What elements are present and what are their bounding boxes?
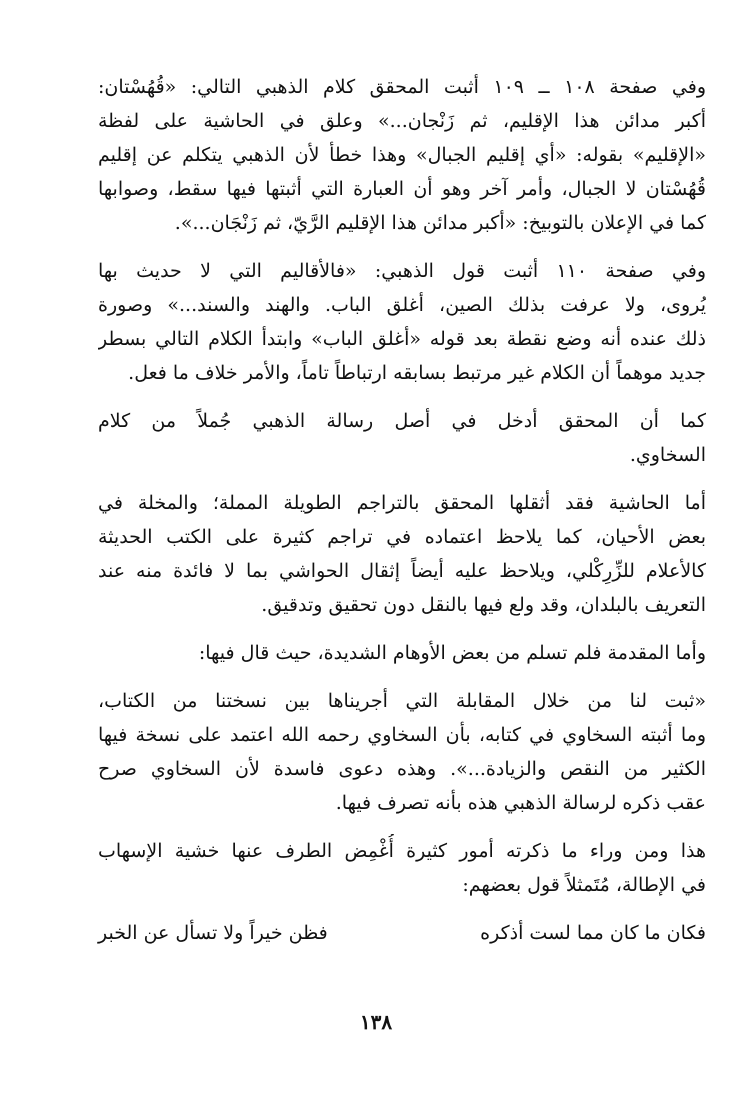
text-line: الكثير من النقص والزيادة...». وهذه دعوى فاسدة لأن السخاوي صرح: [98, 758, 706, 780]
text-line: عقب ذكره لرسالة الذهبي هذه بأنه تصرف فيها.: [335, 792, 706, 814]
paragraph-2: [98, 254, 706, 390]
text-line: في الإطالة، مُتَمثلاً قول بعضهم:: [462, 874, 706, 896]
text-line: كالأعلام للزِّرِكْلي، ويلاحظ عليه أيضاً إثقال الحواشي بما لا فائدة منه عند: [98, 560, 706, 582]
text-line: وما أثبته السخاوي في كتابه، بأن السخاوي رحمه الله اعتمد على نسخة فيها: [98, 724, 706, 746]
text-line: كما في الإعلان بالتوبيخ: «أكبر مدائن هذا الإقليم الرَّيّ، ثم زَنْجَان...».: [174, 212, 706, 234]
text-line: بعض الأحيان، كما يلاحظ اعتماده في تراجم كثيرة على الكتب الحديثة: [98, 526, 706, 548]
text-line: كما أن المحقق أدخل في أصل رسالة الذهبي جُملاً من كلام: [98, 410, 706, 432]
text-line: وأما المقدمة فلم تسلم من بعض الأوهام الشديدة، حيث قال فيها:: [198, 642, 706, 664]
text-line: وفي صفحة ١١٠ أثبت قول الذهبي: «فالأقاليم التي لا حديث بها: [98, 260, 706, 282]
text-line: أما الحاشية فقد أثقلها المحقق بالتراجم الطويلة المملة؛ والمخلة في: [98, 492, 706, 514]
text-line: قُهُسْتان لا الجبال، وأمر آخر وهو أن العبارة التي أثبتها فيها سقط، وصوابها: [98, 178, 706, 200]
paragraph-5: [98, 636, 706, 670]
text-line: جديد موهماً أن الكلام غير مرتبط بسابقه ارتباطاً تاماً، والأمر خلاف ما فعل.: [128, 362, 706, 384]
paragraph-7: [98, 834, 706, 902]
text-line: ذلك عنده أنه وضع نقطة بعد قوله «أغلق الباب» وابتدأ الكلام التالي بسطر: [98, 328, 706, 350]
text-line: «الإقليم» بقوله: «أي إقليم الجبال» وهذا خطأ لأن الذهبي يتكلم عن إقليم: [98, 144, 706, 166]
text-line: «ثبت لنا من خلال المقابلة التي أجريناها بين نسختنا من الكتاب،: [98, 690, 706, 712]
paragraph-6: [98, 684, 706, 820]
paragraph-3: [98, 404, 706, 472]
body-text: [98, 70, 706, 950]
verse-first-hemistich: فكان ما كان مما لست أذكره: [480, 922, 706, 944]
text-line: وفي صفحة ١٠٨ ــ ١٠٩ أثبت المحقق كلام الذهبي التالي: «قُهُسْتان:: [98, 76, 706, 98]
text-line: هذا ومن وراء ما ذكرته أمور كثيرة أُغْمِض الطرف عنها خشية الإسهاب: [98, 840, 706, 862]
text-line: يُروى، ولا عرفت بذلك الصين، أغلق الباب. والهند والسند...» وصورة: [98, 294, 706, 316]
text-line: أكبر مدائن هذا الإقليم، ثم زَنْجان...» وعلق في الحاشية على لفظة: [98, 110, 706, 132]
page-number: ١٣٨: [359, 1010, 393, 1034]
verse-second-hemistich: فظن خيراً ولا تسأل عن الخبر: [98, 922, 328, 944]
poetry-verse: [98, 916, 706, 950]
text-line: التعريف بالبلدان، وقد ولع فيها بالنقل دون تحقيق وتدقيق.: [261, 594, 706, 616]
text-line: السخاوي.: [629, 444, 706, 466]
paragraph-1: [98, 70, 706, 240]
paragraph-4: [98, 486, 706, 622]
